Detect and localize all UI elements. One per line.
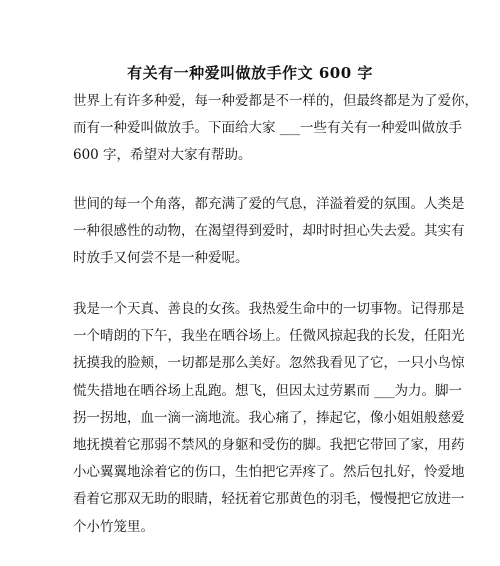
paragraph-line: 我是一个天真、善良的女孩。我热爱生命中的一切事物。记得那是	[73, 301, 465, 317]
paragraph-line: 小心翼翼地涂着它的伤口，生怕把它弄疼了。然后包扎好，怜爱地	[73, 464, 465, 481]
paragraph-line: 看着它那双无助的眼睛，轻抚着它那黄色的羽毛，慢慢把它放进一	[73, 491, 465, 508]
paragraph-line: 个小竹笼里。	[73, 518, 154, 535]
paragraph-line: 一个晴朗的下午，我坐在晒谷场上。任微风掠起我的长发，任阳光	[73, 328, 465, 345]
paragraph-line: 世间的每一个角落，都充满了爱的气息，洋溢着爱的氛围。人类是	[73, 196, 465, 212]
paragraph-line: 世界上有许多种爱，每一种爱都是不一样的，但最终都是为了爱你，	[73, 93, 478, 109]
paragraph-love-everywhere	[73, 191, 465, 273]
paragraph-line: 而有一种爱叫做放手。下面给大家 ___一些有关有一种爱叫做放手	[73, 120, 463, 137]
paragraph-line: 600 字，希望对大家有帮助。	[73, 147, 252, 164]
paragraph-line: 拐一拐地，血一滴一滴地流。我心痛了，捧起它，像小姐姐般慈爱	[73, 409, 465, 426]
paragraph-line: 抚摸我的脸颊，一切都是那么美好。忽然我看见了它，一只小鸟惊	[73, 355, 465, 372]
paragraph-intro	[73, 88, 478, 170]
cropped-next-line	[60, 556, 440, 564]
paragraph-line: 地抚摸着它那弱不禁风的身躯和受伤的脚。我把它带回了家，用药	[73, 437, 465, 454]
document-title: 有关有一种爱叫做放手作文 600 字	[127, 64, 373, 82]
paragraph-line: 慌失措地在晒谷场上乱跑。想飞，但因太过劳累而 ___为力。脚一	[73, 382, 463, 399]
paragraph-line: 一种很感性的动物，在渴望得到爱时，却时时担心失去爱。其实有	[73, 223, 465, 240]
paragraph-little-bird	[73, 296, 465, 541]
paragraph-line: 时放手又何尝不是一种爱呢。	[73, 250, 249, 267]
